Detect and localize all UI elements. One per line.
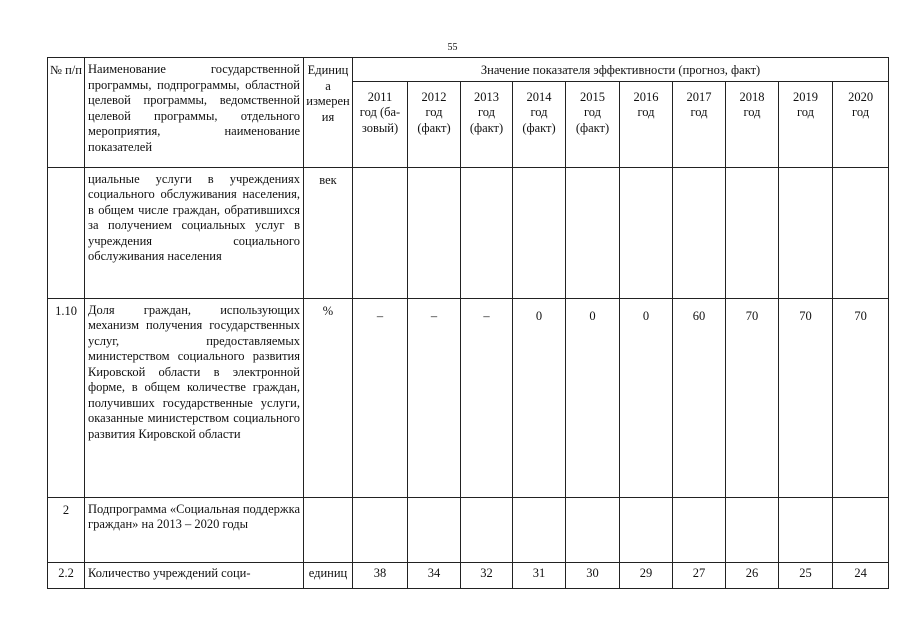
row-value bbox=[726, 167, 779, 298]
row-value bbox=[566, 167, 620, 298]
row-value: – bbox=[461, 298, 513, 497]
row-value bbox=[566, 497, 620, 562]
header-value-group: Значение показателя эффективности (прогноз, факт) bbox=[353, 58, 889, 82]
row-value: – bbox=[408, 298, 461, 497]
indicator-table bbox=[47, 57, 889, 589]
row-value: 0 bbox=[620, 298, 673, 497]
header-year-2017: 2017 год bbox=[673, 81, 726, 167]
row-value bbox=[513, 497, 566, 562]
row-name: Подпрограмма «Социальная поддержка граждан» на 2013 – 2020 годы bbox=[85, 497, 304, 562]
row-num bbox=[48, 167, 85, 298]
header-year-2018: 2018 год bbox=[726, 81, 779, 167]
row-value bbox=[833, 497, 889, 562]
header-unit: Единица измерения bbox=[304, 58, 353, 168]
page-number: 55 bbox=[447, 42, 458, 53]
row-value bbox=[620, 497, 673, 562]
table-row bbox=[48, 497, 889, 562]
row-unit: % bbox=[304, 298, 353, 497]
header-year-2013: 2013 год (факт) bbox=[461, 81, 513, 167]
row-value: 34 bbox=[408, 562, 461, 588]
row-value bbox=[673, 167, 726, 298]
row-value bbox=[726, 497, 779, 562]
row-unit bbox=[304, 497, 353, 562]
row-value bbox=[833, 167, 889, 298]
row-name: Количество учреждений соци- bbox=[85, 562, 304, 588]
row-value: 0 bbox=[566, 298, 620, 497]
row-value: 29 bbox=[620, 562, 673, 588]
table-row bbox=[48, 562, 889, 588]
header-name: Наименование государственной программы, подпрограммы, областной целевой программы, ведомственной целевой программы, отдельного мероприятия, наименование показателей bbox=[85, 58, 304, 168]
row-value bbox=[408, 167, 461, 298]
header-year-2019: 2019 год bbox=[779, 81, 833, 167]
header-year-2016: 2016 год bbox=[620, 81, 673, 167]
row-value bbox=[461, 497, 513, 562]
header-year-2012: 2012 год (факт) bbox=[408, 81, 461, 167]
row-unit: век bbox=[304, 167, 353, 298]
header-year-2011: 2011 год (ба- зовый) bbox=[353, 81, 408, 167]
row-num: 1.10 bbox=[48, 298, 85, 497]
row-value bbox=[408, 497, 461, 562]
row-value: 70 bbox=[833, 298, 889, 497]
row-value: 70 bbox=[779, 298, 833, 497]
row-num: 2 bbox=[48, 497, 85, 562]
header-year-2014: 2014 год (факт) bbox=[513, 81, 566, 167]
header-year-2020: 2020 год bbox=[833, 81, 889, 167]
row-value: 24 bbox=[833, 562, 889, 588]
row-value bbox=[353, 497, 408, 562]
header-year-2015: 2015 год (факт) bbox=[566, 81, 620, 167]
row-value: 26 bbox=[726, 562, 779, 588]
row-name: Доля граждан, использующих механизм получения государственных услуг, предоставляемых министерством социального развития Кировской области в электронной форме, в общем количестве граждан, получивших государственные услуги, оказанные министерством социального развития Кировской области bbox=[85, 298, 304, 497]
header-num: № п/п bbox=[48, 58, 85, 168]
row-value: 32 bbox=[461, 562, 513, 588]
row-value bbox=[779, 167, 833, 298]
row-value bbox=[353, 167, 408, 298]
table-row bbox=[48, 167, 889, 298]
row-value: 31 bbox=[513, 562, 566, 588]
row-value: 60 bbox=[673, 298, 726, 497]
row-value bbox=[513, 167, 566, 298]
row-value bbox=[620, 167, 673, 298]
row-value: 38 bbox=[353, 562, 408, 588]
row-unit: единиц bbox=[304, 562, 353, 588]
row-value: 70 bbox=[726, 298, 779, 497]
row-value: 25 bbox=[779, 562, 833, 588]
row-value bbox=[673, 497, 726, 562]
table-row bbox=[48, 298, 889, 497]
row-value: 27 bbox=[673, 562, 726, 588]
row-value bbox=[779, 497, 833, 562]
row-num: 2.2 bbox=[48, 562, 85, 588]
header-row-1 bbox=[48, 58, 889, 82]
row-value: – bbox=[353, 298, 408, 497]
row-name: циальные услуги в учреждениях социального обслуживания населения, в общем числе граждан, обратившихся за получением социальных услуг в учреждения социального обслуживания населения bbox=[85, 167, 304, 298]
row-value: 0 bbox=[513, 298, 566, 497]
row-value bbox=[461, 167, 513, 298]
row-value: 30 bbox=[566, 562, 620, 588]
